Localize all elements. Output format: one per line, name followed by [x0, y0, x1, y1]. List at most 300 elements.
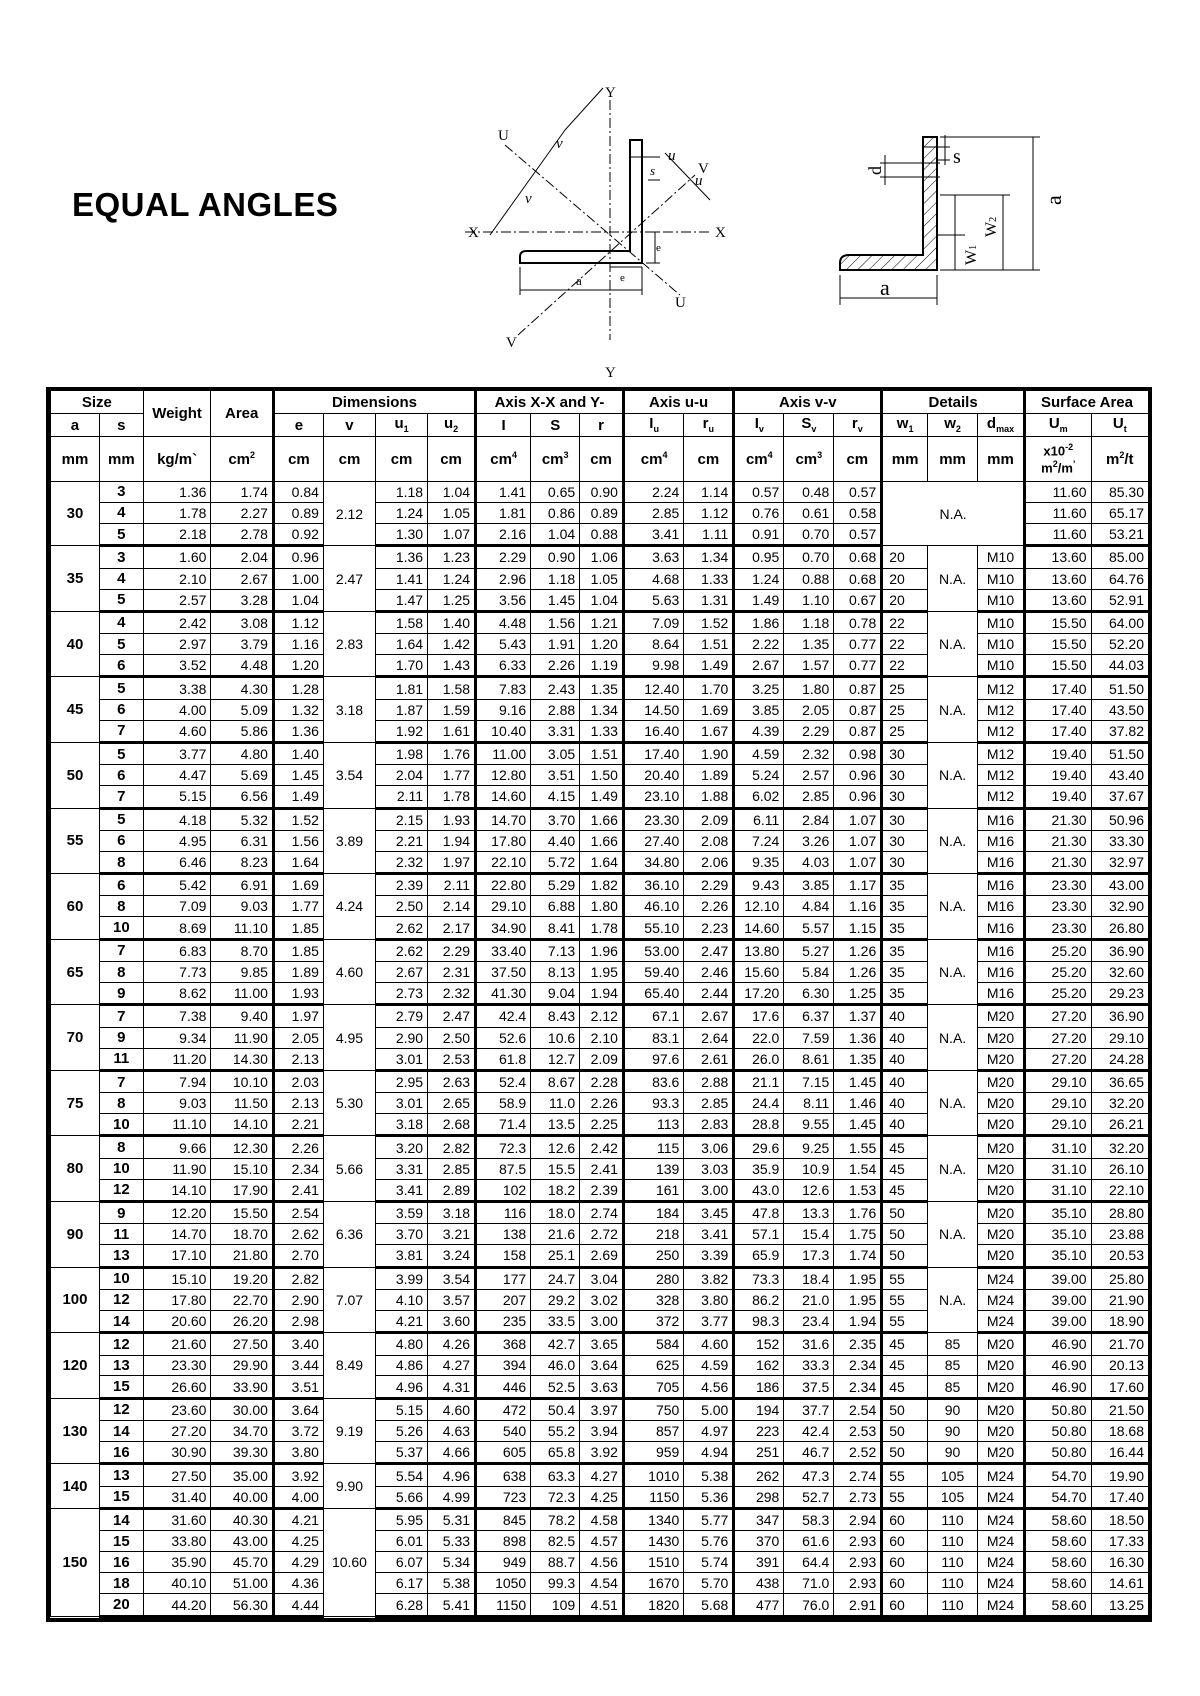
- cell-u2: 4.26: [428, 1333, 476, 1355]
- table-row: [51, 939, 1149, 961]
- cell-Ut: 43.50: [1091, 699, 1148, 720]
- cell-u1: 2.95: [376, 1070, 428, 1092]
- cell-u2: 4.60: [428, 1398, 476, 1420]
- cell-ar: 3.28: [211, 589, 274, 611]
- cell-I: 158: [476, 1245, 531, 1267]
- table-row: [51, 1136, 1149, 1158]
- dim-v-cell: 4.24: [323, 874, 375, 940]
- cell-wt: 4.00: [143, 699, 211, 720]
- cell-u1: 3.99: [376, 1267, 428, 1289]
- cell-r: 1.78: [580, 917, 624, 939]
- angle-outline: [520, 140, 642, 263]
- cell-rv: 2.93: [834, 1573, 882, 1594]
- cell-ar: 33.90: [211, 1376, 274, 1398]
- cell-S: 63.3: [531, 1464, 580, 1486]
- cell-e: 3.80: [273, 1442, 323, 1464]
- cell-w1: 30: [882, 830, 928, 851]
- unit-I: $cm^4$: [476, 437, 531, 482]
- cell-dm: M20: [978, 1027, 1025, 1048]
- cell-rv: 0.57: [834, 482, 882, 503]
- cell-I: 446: [476, 1376, 531, 1398]
- cell-Ut: 18.68: [1091, 1421, 1148, 1442]
- cell-rv: 1.35: [834, 1048, 882, 1070]
- cell-I: 71.4: [476, 1114, 531, 1136]
- dim-v-cell: 3.89: [323, 808, 375, 874]
- cell-u2: 2.63: [428, 1070, 476, 1092]
- col-Sv: $S_v$: [784, 414, 834, 437]
- cell-rv: 2.34: [834, 1376, 882, 1398]
- cell-r: 1.34: [580, 699, 624, 720]
- cell-e: 2.62: [273, 1224, 323, 1245]
- cell-u1: 1.41: [376, 568, 428, 589]
- cell-I: 2.29: [476, 546, 531, 568]
- cell-Iv: 6.02: [734, 786, 784, 808]
- cell-ar: 5.32: [211, 808, 274, 830]
- cell-Ut: 20.13: [1091, 1355, 1148, 1376]
- cell-Um: 54.70: [1024, 1486, 1091, 1508]
- cell-r: 1.64: [580, 851, 624, 873]
- size-s-cell: 5: [99, 808, 143, 830]
- cell-Iv: 14.60: [734, 917, 784, 939]
- cell-Iu: 7.09: [623, 611, 683, 633]
- label-x-right: X: [715, 225, 726, 241]
- cell-Iv: 152: [734, 1333, 784, 1355]
- cell-Iu: 59.40: [623, 962, 683, 983]
- cell-w2: 105: [928, 1464, 978, 1486]
- cell-Um: 58.60: [1024, 1552, 1091, 1573]
- cell-dm: M12: [978, 677, 1025, 699]
- cell-u2: 1.93: [428, 808, 476, 830]
- cell-I: 1.41: [476, 482, 531, 503]
- cell-e: 4.36: [273, 1573, 323, 1594]
- cell-rv: 0.96: [834, 765, 882, 786]
- cell-u1: 5.37: [376, 1442, 428, 1464]
- cell-w2: 110: [928, 1508, 978, 1530]
- cell-Iu: 750: [623, 1398, 683, 1420]
- label-u2: u: [695, 173, 703, 189]
- cell-u1: 2.79: [376, 1005, 428, 1027]
- cell-w1: 35: [882, 962, 928, 983]
- unit-Sv: $cm^3$: [784, 437, 834, 482]
- cell-I: 72.3: [476, 1136, 531, 1158]
- cell-wt: 9.34: [143, 1027, 211, 1048]
- cell-Ut: 51.50: [1091, 743, 1148, 765]
- cell-ru: 5.77: [684, 1508, 734, 1530]
- w2-na-cell: N.A.: [928, 1267, 978, 1333]
- cell-Um: 17.40: [1024, 677, 1091, 699]
- cell-w1: 40: [882, 1048, 928, 1070]
- table-row: [51, 1442, 1149, 1464]
- table-row: [51, 1310, 1149, 1332]
- cell-Iv: 347: [734, 1508, 784, 1530]
- table-row: [51, 1005, 1149, 1027]
- cell-w1: 25: [882, 677, 928, 699]
- cell-w2: 110: [928, 1552, 978, 1573]
- cell-e: 1.69: [273, 874, 323, 896]
- cell-Iv: 251: [734, 1442, 784, 1464]
- cell-e: 1.16: [273, 634, 323, 655]
- cell-Ut: 37.82: [1091, 720, 1148, 742]
- cell-e: 1.04: [273, 589, 323, 611]
- cell-rv: 1.55: [834, 1136, 882, 1158]
- label-u-top: U: [498, 128, 509, 144]
- table-row: [51, 851, 1149, 873]
- size-s-cell: 6: [99, 874, 143, 896]
- cell-wt: 14.70: [143, 1224, 211, 1245]
- cell-I: 845: [476, 1508, 531, 1530]
- cell-S: 50.4: [531, 1398, 580, 1420]
- size-s-cell: 18: [99, 1573, 143, 1594]
- cell-Iv: 13.80: [734, 939, 784, 961]
- v-axis-line: [518, 175, 695, 335]
- cell-e: 0.96: [273, 546, 323, 568]
- cell-r: 1.05: [580, 568, 624, 589]
- cell-rv: 1.07: [834, 830, 882, 851]
- cell-I: 9.16: [476, 699, 531, 720]
- cell-w1: 22: [882, 655, 928, 677]
- table-row: [51, 1048, 1149, 1070]
- size-a-cell: 30: [51, 482, 100, 546]
- cell-ru: 3.80: [684, 1289, 734, 1310]
- cell-dm: M20: [978, 1442, 1025, 1464]
- cell-Sv: 2.85: [784, 786, 834, 808]
- cell-u2: 2.31: [428, 962, 476, 983]
- cell-rv: 0.78: [834, 611, 882, 633]
- size-a-cell: 150: [51, 1508, 100, 1616]
- cell-dm: M20: [978, 1158, 1025, 1179]
- size-s-cell: 8: [99, 896, 143, 917]
- cell-dm: M24: [978, 1594, 1025, 1617]
- cell-Ut: 26.21: [1091, 1114, 1148, 1136]
- cell-rv: 1.26: [834, 939, 882, 961]
- cell-u1: 5.66: [376, 1486, 428, 1508]
- size-s-cell: 3: [99, 482, 143, 503]
- cell-w2: 110: [928, 1573, 978, 1594]
- size-s-cell: 13: [99, 1355, 143, 1376]
- dim-v-cell: 3.18: [323, 677, 375, 743]
- size-s-cell: 8: [99, 962, 143, 983]
- cell-Iv: 1.49: [734, 589, 784, 611]
- cell-Um: 13.60: [1024, 546, 1091, 568]
- cell-ar: 56.30: [211, 1594, 274, 1617]
- cell-dm: M20: [978, 1376, 1025, 1398]
- cell-Ut: 22.10: [1091, 1179, 1148, 1201]
- size-s-cell: 15: [99, 1376, 143, 1398]
- cell-r: 1.80: [580, 896, 624, 917]
- cell-Sv: 61.6: [784, 1531, 834, 1552]
- size-s-cell: 12: [99, 1398, 143, 1420]
- cell-Um: 35.10: [1024, 1224, 1091, 1245]
- table-row: [51, 1267, 1149, 1289]
- cell-wt: 7.94: [143, 1070, 211, 1092]
- cell-wt: 11.10: [143, 1114, 211, 1136]
- cell-ru: 5.74: [684, 1552, 734, 1573]
- cell-rv: 1.76: [834, 1202, 882, 1224]
- cell-rv: 2.93: [834, 1552, 882, 1573]
- w2-na-cell: N.A.: [928, 1005, 978, 1071]
- cell-Iu: 250: [623, 1245, 683, 1267]
- size-s-cell: 6: [99, 699, 143, 720]
- cell-w2: 85: [928, 1376, 978, 1398]
- label-e1: e: [656, 242, 661, 254]
- table-row: [51, 546, 1149, 568]
- cell-u2: 1.77: [428, 765, 476, 786]
- cell-wt: 20.60: [143, 1310, 211, 1332]
- cell-I: 1150: [476, 1594, 531, 1617]
- cell-Um: 25.20: [1024, 983, 1091, 1005]
- table-row: [51, 1531, 1149, 1552]
- cell-ar: 5.09: [211, 699, 274, 720]
- cell-u2: 3.21: [428, 1224, 476, 1245]
- cell-dm: M20: [978, 1333, 1025, 1355]
- cell-e: 2.34: [273, 1158, 323, 1179]
- cell-e: 2.05: [273, 1027, 323, 1048]
- table-row: [51, 1070, 1149, 1092]
- cell-Sv: 0.61: [784, 502, 834, 523]
- cell-u2: 2.29: [428, 939, 476, 961]
- cell-wt: 6.83: [143, 939, 211, 961]
- cell-e: 1.85: [273, 939, 323, 961]
- table-row: [51, 786, 1149, 808]
- hdr-dimensions: Dimensions: [273, 391, 475, 414]
- cell-wt: 15.10: [143, 1267, 211, 1289]
- cell-e: 3.44: [273, 1355, 323, 1376]
- label-y-top: Y: [605, 85, 616, 101]
- cell-wt: 1.60: [143, 546, 211, 568]
- cell-w1: 35: [882, 939, 928, 961]
- table-row: [51, 1464, 1149, 1486]
- cell-u2: 1.25: [428, 589, 476, 611]
- cell-Um: 13.60: [1024, 589, 1091, 611]
- cell-S: 6.88: [531, 896, 580, 917]
- cell-u2: 5.34: [428, 1552, 476, 1573]
- cell-Iu: 46.10: [623, 896, 683, 917]
- dim-v-cell: 2.47: [323, 546, 375, 612]
- table-row: [51, 589, 1149, 611]
- cell-dm: M24: [978, 1552, 1025, 1573]
- cell-Iu: 20.40: [623, 765, 683, 786]
- cell-I: 235: [476, 1310, 531, 1332]
- table-body: [51, 482, 1149, 1617]
- cell-rv: 1.17: [834, 874, 882, 896]
- size-s-cell: 11: [99, 1224, 143, 1245]
- cell-Sv: 9.55: [784, 1114, 834, 1136]
- cell-r: 1.82: [580, 874, 624, 896]
- cell-u1: 2.04: [376, 765, 428, 786]
- size-s-cell: 5: [99, 634, 143, 655]
- cell-Ut: 29.23: [1091, 983, 1148, 1005]
- cell-Iv: 43.0: [734, 1179, 784, 1201]
- cell-dm: M10: [978, 611, 1025, 633]
- cell-Sv: 71.0: [784, 1573, 834, 1594]
- col-a: a: [51, 414, 100, 437]
- col-v: v: [323, 414, 375, 437]
- cell-rv: 1.75: [834, 1224, 882, 1245]
- table-row: [51, 655, 1149, 677]
- cell-Um: 15.50: [1024, 634, 1091, 655]
- cell-e: 0.84: [273, 482, 323, 503]
- cell-Um: 35.10: [1024, 1202, 1091, 1224]
- cell-rv: 1.53: [834, 1179, 882, 1201]
- size-s-cell: 16: [99, 1442, 143, 1464]
- cell-ar: 15.10: [211, 1158, 274, 1179]
- cell-r: 3.65: [580, 1333, 624, 1355]
- cell-e: 1.56: [273, 830, 323, 851]
- cell-r: 2.74: [580, 1202, 624, 1224]
- cell-Um: 39.00: [1024, 1267, 1091, 1289]
- col-r: r: [580, 414, 624, 437]
- cell-S: 13.5: [531, 1114, 580, 1136]
- cell-Iv: 0.91: [734, 523, 784, 545]
- cell-Iu: 97.6: [623, 1048, 683, 1070]
- cell-w1: 35: [882, 874, 928, 896]
- cell-ar: 6.56: [211, 786, 274, 808]
- cell-u1: 1.81: [376, 677, 428, 699]
- cell-Sv: 13.3: [784, 1202, 834, 1224]
- cell-r: 1.21: [580, 611, 624, 633]
- cell-dm: M20: [978, 1202, 1025, 1224]
- cell-Iu: 1340: [623, 1508, 683, 1530]
- cell-u1: 1.58: [376, 611, 428, 633]
- cell-I: 638: [476, 1464, 531, 1486]
- cell-Iu: 36.10: [623, 874, 683, 896]
- cell-w1: 35: [882, 896, 928, 917]
- cell-ru: 4.97: [684, 1421, 734, 1442]
- cell-ar: 21.80: [211, 1245, 274, 1267]
- cell-I: 1050: [476, 1573, 531, 1594]
- cell-Ut: 21.50: [1091, 1398, 1148, 1420]
- cell-Iu: 584: [623, 1333, 683, 1355]
- table-row: [51, 720, 1149, 742]
- size-s-cell: 14: [99, 1421, 143, 1442]
- cell-Iv: 3.85: [734, 699, 784, 720]
- cell-wt: 23.60: [143, 1398, 211, 1420]
- cell-Um: 21.30: [1024, 851, 1091, 873]
- cell-I: 949: [476, 1552, 531, 1573]
- cell-Sv: 8.61: [784, 1048, 834, 1070]
- cell-Sv: 0.70: [784, 546, 834, 568]
- cell-Iu: 23.30: [623, 808, 683, 830]
- label-y-bottom: Y: [605, 365, 616, 381]
- unit-ru: cm: [684, 437, 734, 482]
- cell-rv: 1.16: [834, 896, 882, 917]
- dim-v-cell: 7.07: [323, 1267, 375, 1333]
- unit-u2: cm: [428, 437, 476, 482]
- cell-u1: 3.01: [376, 1093, 428, 1114]
- cell-I: 22.10: [476, 851, 531, 873]
- cell-Sv: 6.37: [784, 1005, 834, 1027]
- cell-r: 2.72: [580, 1224, 624, 1245]
- cell-u2: 1.23: [428, 546, 476, 568]
- cell-Iv: 370: [734, 1531, 784, 1552]
- cell-Sv: 31.6: [784, 1333, 834, 1355]
- cell-ar: 14.10: [211, 1114, 274, 1136]
- cell-Um: 31.10: [1024, 1158, 1091, 1179]
- cell-S: 0.90: [531, 546, 580, 568]
- cell-rv: 0.87: [834, 720, 882, 742]
- label-v-bottom: V: [506, 335, 517, 351]
- cell-u2: 5.38: [428, 1573, 476, 1594]
- cell-Iu: 53.00: [623, 939, 683, 961]
- cell-Iu: 705: [623, 1376, 683, 1398]
- cell-Iu: 1430: [623, 1531, 683, 1552]
- cell-ru: 3.03: [684, 1158, 734, 1179]
- cell-Um: 13.60: [1024, 568, 1091, 589]
- cell-S: 65.8: [531, 1442, 580, 1464]
- cell-u2: 2.17: [428, 917, 476, 939]
- cell-ru: 5.76: [684, 1531, 734, 1552]
- cell-Ut: 29.10: [1091, 1027, 1148, 1048]
- cell-dm: M24: [978, 1573, 1025, 1594]
- cell-I: 2.96: [476, 568, 531, 589]
- cell-Ut: 36.90: [1091, 1005, 1148, 1027]
- table-row: [51, 1594, 1149, 1617]
- cell-S: 8.43: [531, 1005, 580, 1027]
- cell-Sv: 1.80: [784, 677, 834, 699]
- dim-v-cell: 8.49: [323, 1333, 375, 1399]
- cell-ru: 1.49: [684, 655, 734, 677]
- cell-Um: 11.60: [1024, 482, 1091, 503]
- cell-Um: 58.60: [1024, 1573, 1091, 1594]
- cell-Ut: 23.88: [1091, 1224, 1148, 1245]
- cell-dm: M16: [978, 983, 1025, 1005]
- cell-ar: 3.79: [211, 634, 274, 655]
- cell-wt: 2.57: [143, 589, 211, 611]
- size-a-cell: 90: [51, 1202, 100, 1268]
- table-row: [51, 568, 1149, 589]
- cell-Sv: 5.27: [784, 939, 834, 961]
- cell-ar: 45.70: [211, 1552, 274, 1573]
- cell-Ut: 32.90: [1091, 896, 1148, 917]
- cell-wt: 4.60: [143, 720, 211, 742]
- cell-Iv: 162: [734, 1355, 784, 1376]
- col-Iu: $I_u$: [623, 414, 683, 437]
- col-S: S: [531, 414, 580, 437]
- cell-e: 2.03: [273, 1070, 323, 1092]
- cell-Ut: 64.76: [1091, 568, 1148, 589]
- cell-u1: 5.95: [376, 1508, 428, 1530]
- table-row: [51, 1573, 1149, 1594]
- details-na-cell: N.A.: [882, 482, 1025, 546]
- cell-Iv: 17.20: [734, 983, 784, 1005]
- cell-dm: M16: [978, 830, 1025, 851]
- size-s-cell: 6: [99, 765, 143, 786]
- cell-ar: 4.48: [211, 655, 274, 677]
- cell-S: 18.0: [531, 1202, 580, 1224]
- cell-Ut: 33.30: [1091, 830, 1148, 851]
- cell-ar: 11.00: [211, 983, 274, 1005]
- size-s-cell: 12: [99, 1289, 143, 1310]
- cell-rv: 1.07: [834, 851, 882, 873]
- cell-ar: 6.31: [211, 830, 274, 851]
- cell-w1: 45: [882, 1376, 928, 1398]
- cell-u1: 2.21: [376, 830, 428, 851]
- cell-Sv: 1.57: [784, 655, 834, 677]
- cell-e: 1.89: [273, 962, 323, 983]
- dim-v-cell: 3.54: [323, 743, 375, 809]
- cell-u1: 4.80: [376, 1333, 428, 1355]
- cell-rv: 1.74: [834, 1245, 882, 1267]
- cell-ru: 2.23: [684, 917, 734, 939]
- cell-e: 2.13: [273, 1048, 323, 1070]
- cell-u1: 6.28: [376, 1594, 428, 1617]
- cell-ru: 4.59: [684, 1355, 734, 1376]
- cell-u1: 4.96: [376, 1376, 428, 1398]
- cell-wt: 9.03: [143, 1093, 211, 1114]
- cell-Sv: 37.7: [784, 1398, 834, 1420]
- unit-w2: mm: [928, 437, 978, 482]
- cell-w1: 45: [882, 1158, 928, 1179]
